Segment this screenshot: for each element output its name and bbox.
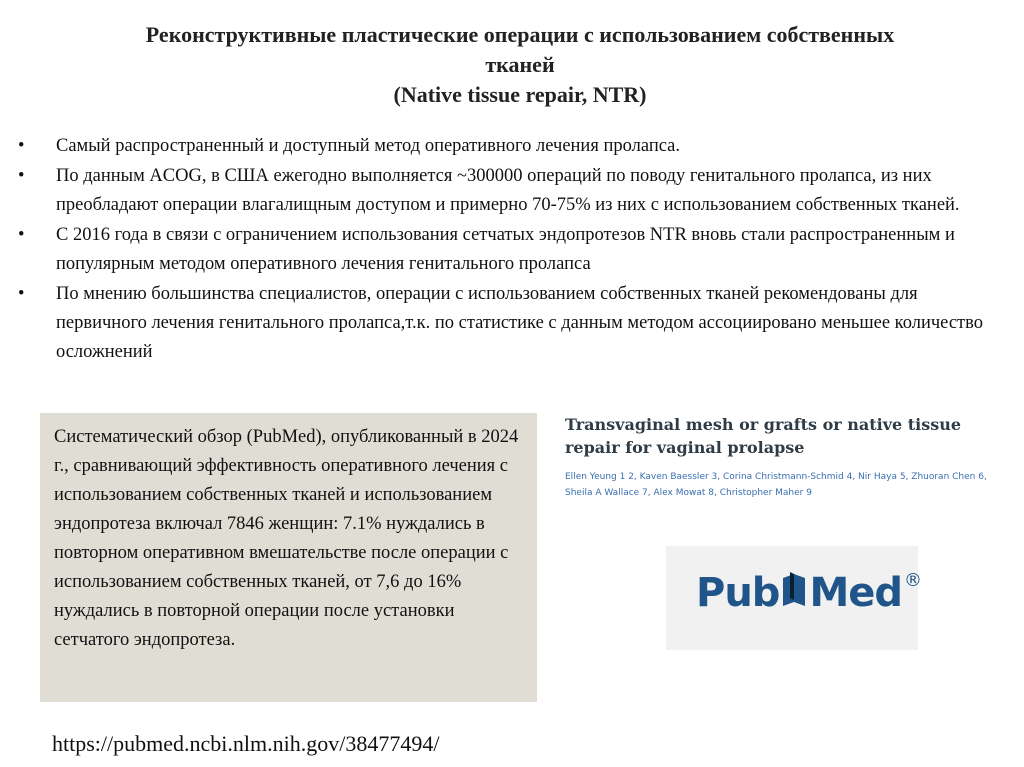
bullet-list — [18, 132, 1008, 368]
article-title: Transvaginal mesh or grafts or native tissue repair for vaginal prolapse — [565, 415, 962, 457]
bullet-item — [18, 221, 1008, 279]
bullet-dot-icon: • — [18, 225, 25, 245]
slide-title — [20, 20, 1020, 110]
bullet-item — [18, 162, 1008, 220]
logo-text-med: Med — [809, 570, 903, 616]
open-book-icon — [780, 570, 808, 620]
bullet-dot-icon: • — [18, 166, 25, 186]
bullet-text: По данным ACOG, в США ежегодно выполняется ~300000 операций по поводу генитального пролапса, из них преобладают операции влагалищным доступом и примерно 70-75% из них с использованием собственных тканей. — [56, 166, 960, 215]
bullet-text: Самый распространенный и доступный метод оперативного лечения пролапса. — [56, 136, 680, 156]
registered-mark: ® — [904, 570, 922, 591]
title-line-3: (Native tissue repair, NTR) — [393, 82, 647, 107]
source-url-link[interactable]: https://pubmed.ncbi.nlm.nih.gov/38477494/ — [52, 731, 440, 756]
article-authors[interactable]: Ellen Yeung 1 2, Kaven Baessler 3, Corina Christmann-Schmid 4, Nir Haya 5, Zhuoran Chen 6, Sheila A Wallace 7, Alex Mowat 8, Christopher Maher 9 — [565, 472, 987, 498]
bullet-text: С 2016 года в связи с ограничением использования сетчатых эндопротезов NTR вновь стали распространенным и популярным методом оперативного лечения генитального пролапса — [56, 225, 955, 274]
title-line-1: Реконструктивные пластические операции с использованием собственных — [145, 22, 895, 47]
review-summary-text: Систематический обзор (PubMed), опубликованный в 2024 г., сравнивающий эффективность оперативного лечения с использованием собственных тканей и использованием эндопротеза включал 7846 женщин: 7.1% нуждались в повторном оперативном вмешательстве после операции с использованием собственных тканей, от 7,6 до 16% нуждались в повторной операции после установки сетчатого эндопротеза. — [54, 427, 519, 650]
pubmed-logo-box — [666, 546, 922, 650]
article-screenshot — [560, 413, 1010, 523]
logo-text-pub: Pub — [696, 570, 780, 616]
bullet-item — [18, 280, 1008, 367]
bullet-dot-icon: • — [18, 136, 25, 156]
bullet-item — [18, 132, 1008, 161]
bullet-text: По мнению большинства специалистов, операции с использованием собственных тканей рекомендованы для первичного лечения генитального пролапса,т.к. по статистике с данным методом ассоциировано меньшее количество осложнений — [56, 284, 983, 362]
pubmed-logo — [696, 570, 921, 620]
review-summary-box — [40, 413, 537, 702]
bullet-dot-icon: • — [18, 284, 25, 304]
title-line-2: тканей — [485, 52, 555, 77]
